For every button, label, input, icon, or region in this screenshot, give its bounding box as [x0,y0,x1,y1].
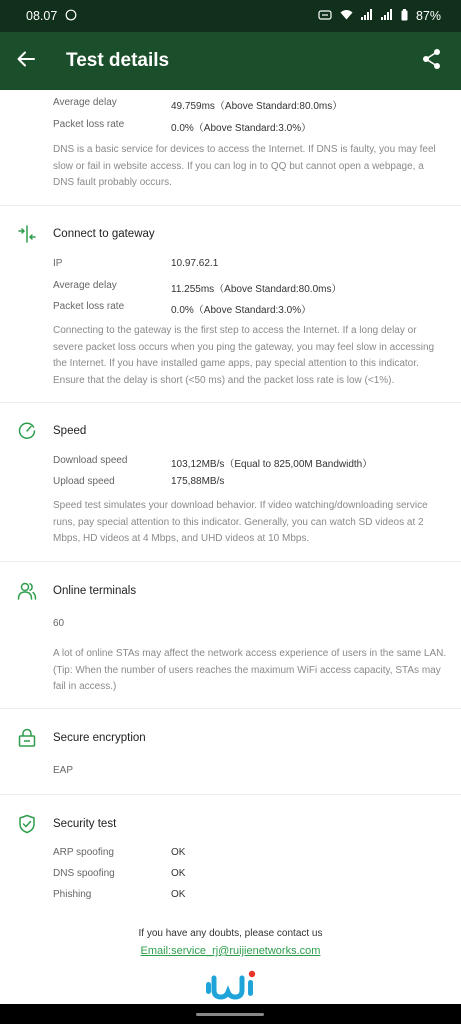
upload-speed-label: Upload speed [53,476,115,487]
terminals-description: A lot of online STAs may affect the network access experience of users in the same LAN. (Tip: When the number of users reaches the maximum WiFi access capacity, STAs may fail in access.) [53,648,447,692]
terminals-section-title: Online terminals [53,585,137,597]
home-gesture-handle[interactable] [196,1013,264,1016]
arp-spoofing-label: ARP spoofing [53,847,114,858]
speed-description: Speed test simulates your download behavior. If video watching/downloading service runs, pay special attention to this indicator. Generally, you can watch SD videos at 2 Mbps, HD videos at 4 Mbps, and UHD videos at 10 Mbps. [53,500,428,544]
download-speed-value: 103,12MB/s（Equal to 825,00M Bandwidth） [171,459,373,470]
battery-icon [401,9,408,24]
divider [0,561,461,562]
share-button[interactable] [403,32,461,90]
back-button[interactable] [0,32,52,90]
gateway-average-delay-label: Average delay [53,280,117,291]
shield-check-icon [17,814,37,834]
data-saver-icon [318,9,332,24]
phishing-value: OK [171,889,186,900]
dns-packet-loss-value: 0.0%（Above Standard:3.0%） [171,123,312,134]
contact-text: If you have any doubts, please contact us [138,928,323,939]
status-time: 08.07 [26,9,58,23]
status-bar [0,0,461,32]
gateway-icon [17,224,37,244]
divider [0,205,461,206]
encryption-section-title: Secure encryption [53,732,146,744]
gateway-ip-value: 10.97.62.1 [171,258,219,269]
whatsapp-icon [65,9,77,24]
divider [0,708,461,709]
gateway-packet-loss-label: Packet loss rate [53,301,125,312]
arp-spoofing-value: OK [171,847,186,858]
dns-spoofing-label: DNS spoofing [53,868,115,879]
email-link[interactable] [0,945,461,957]
divider [0,402,461,403]
share-icon [422,48,442,75]
gateway-description: Connecting to the gateway is the first step to access the Internet. If a long delay or severe packet loss occurs when you ping the gateway, you may feel slow in accessing the Internet. If you have installed game apps, pay special attention to this indicator. Ensure that the delay is short (<50 ms) and the packet loss rate is low (<1%). [53,325,435,386]
dns-average-delay-label: Average delay [53,97,117,108]
speed-section-title: Speed [53,425,87,437]
wifi-icon [340,9,353,23]
encryption-value: EAP [53,765,74,776]
gateway-section-title: Connect to gateway [53,228,155,240]
security-section-title: Security test [53,818,117,830]
battery-level: 87% [415,9,441,23]
signal-icon [361,9,373,23]
arrow-back-icon [17,51,35,72]
app-bar [0,32,461,90]
upload-speed-value: 175,88MB/s [171,476,225,487]
gateway-packet-loss-value: 0.0%（Above Standard:3.0%） [171,305,312,316]
page-title: Test details [66,50,170,71]
dns-packet-loss-label: Packet loss rate [53,119,125,130]
phishing-label: Phishing [53,889,92,900]
email-link-text[interactable]: Email:service_rj@ruijienetworks.com [140,945,321,957]
download-speed-label: Download speed [53,455,128,466]
dns-description: DNS is a basic service for devices to access the Internet. If DNS is faulty, you may feel slow or fail in website access. If you can log in to QQ but cannot open a webpage, a DNS fault probably occurs. [53,144,436,188]
users-icon [17,581,37,601]
gateway-average-delay-value: 11.255ms（Above Standard:80.0ms） [171,284,342,295]
dns-spoofing-value: OK [171,868,186,879]
gateway-ip-label: IP [53,258,63,269]
terminals-count: 60 [53,618,65,629]
lock-icon [17,728,37,748]
dns-average-delay-value: 49.759ms（Above Standard:80.0ms） [171,101,343,112]
app-logo [204,970,260,1004]
speedometer-icon [17,421,37,441]
signal-icon-2 [381,9,393,23]
divider [0,794,461,795]
